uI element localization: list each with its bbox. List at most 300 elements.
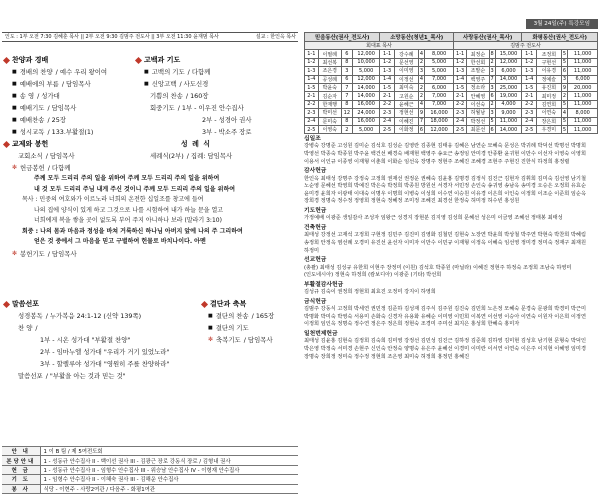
table-cell: 3 [490,67,494,74]
table-cell: 1-5 [522,83,537,91]
table-cell: 한선회 [467,58,489,66]
table-cell: 12,000 [352,75,380,83]
prayer-item [136,78,296,90]
table-cell: 2-5 [305,125,319,133]
table-cell: 2-2 [453,100,466,108]
info-value: 1 이 B 팀 / 제 5여전도회 [40,447,298,456]
table-cell: 2-1 [453,92,466,100]
table-cell: 9 [419,109,424,116]
item-value: / 담임목사 [45,152,75,160]
section-title: 고백과 기도 [144,56,181,64]
table-row [2,447,298,456]
item-value: / 165장 [251,312,275,320]
table-row [305,58,598,66]
table-cell: 문선영 [394,58,418,66]
info-table [2,446,298,494]
item-value: / 1부 - 이우진 안수집사 [177,104,244,112]
choir-line: 3부 - 할렐루야 성가대 "영원히 주를 찬양하라" [40,360,170,368]
item-label: 교회소식 [18,152,43,160]
offering-category: 선교헌금 [304,257,327,264]
table-cell: 박정선 [467,117,489,125]
item-label: 고백의 기도 [151,68,185,76]
table-cell: 1-4 [380,75,394,83]
table-cell: 2-4 [453,117,466,125]
item-label: 예배찬송 [19,116,45,124]
table-cell: 이화정 [394,125,418,133]
scripture-line: 나의 집에 양식이 있게 하고 그것으로 나를 시험하여 내가 하늘 문을 열고 [34,206,224,214]
star-icon: ✻ [12,249,18,257]
item-label: 성경봉독 [18,312,43,320]
table-cell: 6 [419,126,424,133]
table-cell: 14,000 [352,92,380,100]
table-cell: 2-5 [380,125,394,133]
table-cell: 6,000 [495,67,522,75]
table-cell: 8 [490,51,494,58]
service-times: 인도 : 1부 오전 7:30 김혜훈 목사 || 2부 오전 9:30 김범주 전도사 || 3부 오전 11:30 윤재범 목사 [5,34,219,40]
worship-title-row [4,54,150,66]
table-cell: 장은희 [536,117,561,125]
bullet-icon: ■ [12,117,17,123]
response-line: 얻은 것 중에서 그 마음을 믿고 구별하여 헌물로 바치나이다. 아멘 [34,238,206,245]
table-cell: 7,000 [425,92,454,100]
offering-category: 일천번제헌금 [304,330,338,337]
offering-category: 건축헌금 [304,224,327,231]
table-cell: 이유경 [536,67,561,75]
table-cell: 1-2 [380,58,394,66]
table-cell: 최문선 [467,125,489,133]
table-cell: 10,000 [352,58,380,66]
table-row [305,75,598,83]
table-cell: 7 [341,83,352,91]
diamond-icon [3,300,10,307]
table-cell: 12 [341,109,352,117]
prayer-item [136,90,296,102]
offering-list [304,134,598,361]
table-cell: 14,000 [495,125,522,133]
table-cell: 6 [562,67,567,74]
table-cell: 최정순 [467,50,489,58]
worship-order-column [2,14,298,493]
offering-names: 김범주 강동식 고정희 박세연 권민정 김준하 김성재 김주식 김주원 김진숙 김민희 노은정 모혜숙 문경숙 문광희 박경미 박근미 박명화 박미숙 박영숙 서용미 손화숙 신경자 유용화 유혜순 이미영 이민희 이복연 이선영 이승아 이연숙 이원자 이은희 이정연 이정희 임인옥 정명숙 정수연 정은주 정은희 정현숙 조경미 주미선 최지은 홍성희 한혜숙 홍미자 [304,306,586,328]
table-cell: 안혜영 [467,92,489,100]
table-cell: 조은경 [318,67,341,75]
prayer-title-row [136,54,296,66]
table-cell: 4 [419,51,424,58]
table-cell: 5,000 [425,58,454,66]
table-cell: 2 [341,125,352,133]
item-label: 결단의 찬송 [215,312,249,320]
table-cell: 2-3 [522,109,537,117]
table-cell: 2-3 [305,109,319,117]
offering-category: 십일조 [304,136,321,142]
table-cell: 8 [341,117,352,125]
table-cell: 6,000 [568,75,598,83]
table-cell: 2 [419,93,424,100]
table-cell: 최선복 [318,58,341,66]
table-cell: 김연희 [536,100,561,108]
table-cell: 8 [341,58,352,66]
table-cell: 4 [562,109,567,116]
info-value: 1 - 임형수 안수집사 II - 이혜숙 권사 III - 김해운 안수집사 [40,475,298,484]
table-cell: 2-1 [380,92,394,100]
table-cell: 문미숙 [318,117,341,125]
hymn-line: 내 것 모두 드리리 주님 내게 주신 것이니 주께 모두 드리리 주의 일을 위하여 [34,185,236,193]
item-value: / 160장 [185,92,209,100]
table-cell: 백영주 [467,75,489,83]
table-cell: 유진희 [536,83,561,91]
item-label: 축복기도 [216,336,241,344]
table-cell: 1-3 [380,67,394,75]
bullet-icon: ■ [12,93,17,99]
table-cell: 3 [419,67,424,74]
offering-item [4,150,296,162]
table-cell: 5 [562,118,567,125]
table-cell: 고원순 [394,92,418,100]
offering-names: 최태성 강정선 고재석 고정희 구현정 김민주 김진미 김영화 김철민 김현숙 노장연 박윤희 박상철 박주연 박현숙 박찬희 박혜림 송정희 안정옥 염선례 오경미 유진선 윤선자 이미자 이만수 이민규 이재형 이정옥 이혜숙 임선영 정미경 정미숙 정재구 최재원 하정미 [304,232,586,254]
offering-names: 최태성 김윤홍 김현숙 김정희 김숙희 김미영 강정선 김민성 김진근 김하정 김준희 김하영 김미현 김성호 남기현 문형숙 박덕인 박은영 박정숙 서미경 손현주 신인숙 안정숙 양명숙 유은주 윤혜선 이경미 이미란 이서연 이연숙 이은주 이지현 이혜영 임미경 장명숙 장희정 정미숙 정수정 정현희 조은영 최미숙 허정희 홍정민 홍혜진 [304,338,586,360]
offering-text [4,174,296,260]
table-cell: 16,000 [352,100,380,108]
item-value: / 담임목사 [243,336,273,344]
item-value: / 누가복음 24:1-12 (신약 139쪽) [45,312,142,320]
table-cell: 7 [419,118,424,125]
table-cell: 우경미 [536,125,561,133]
info-value: 1 - 성동규 안수집사 II - 임형수 안수집사 III - 위승남 안수집사 IV - 이형재 안수집사 [40,465,298,474]
word-title-row [4,298,204,310]
item-value: / 다함께 [47,164,71,172]
worship-item [4,102,150,114]
table-cell: 5,000 [352,67,380,75]
section-title: 찬양과 경배 [12,56,49,64]
prayer-extra: 2부 - 성경아 권사 [202,116,252,124]
offering-names: 한인옥 최태성 강명주 강정숙 고정희 권재선 권정운 권혜숙 김윤홍 김명경 김정식 김진근 김현자 김휘희 김미숙 김선영 남기철 노순영 문혜선 박영희 박예진 박은숙 박정희 박종원 방원선 서경자 서민정 손인숙 송귀영 송남옥 송미경 오승은 오정희 유효순 윤미경 윤희자 이광태 이대숙 이명우 이명희 이병숙 이성희 이수연 이승원 이유경 이은희 이인숙 이정희 이조순 이준희 임순옥 장희경 정명숙 정수정 정영희 정현숙 정혜정 조미정 조혜진 최경선 한정숙 허미정 허수빈 홍성원 [304,175,586,205]
table-cell: 3 [490,84,494,91]
word-item [4,322,204,334]
date-badge: 3월 24일(주) 특강모임 [526,19,598,29]
item-label: 세례식(2부) [150,152,184,160]
table-cell: 4 [419,76,424,83]
table-cell: 5 [562,59,567,66]
item-label: 신앙고백 [151,80,177,88]
offering-category: 기도헌금 [304,207,327,214]
word-section [4,298,204,382]
table-cell: 8 [341,100,352,108]
table-cell: 정현선 [394,109,418,117]
info-key: 헌 금 [2,465,40,474]
worship-item [4,78,150,90]
table-cell: 2 [419,59,424,66]
table-cell: 1-3 [453,67,466,75]
table-header-row [305,33,598,42]
table-cell: 11,000 [568,58,598,66]
table-cell: 1-1 [453,50,466,58]
table-cell: 14,000 [352,83,380,91]
item-label: 회중기도 [150,104,175,112]
table-cell: 5 [562,51,567,58]
table-row [305,83,598,91]
table-cell: 강수례 [394,50,418,58]
table-cell: 18,000 [425,117,454,125]
offering-prayer [4,248,296,260]
blessing-item [202,310,296,322]
worship-item [4,114,150,126]
table-cell: 1-1 [380,50,394,58]
response-line: 회중 : 나의 몸과 마음과 정성을 바쳐 거룩하신 하나님 아버지 앞에 나의 주 그리하여 [22,227,243,235]
item-label: 송 영 [19,92,35,100]
table-cell: 14,000 [495,75,522,83]
table-row [305,100,598,108]
table-cell: 11,000 [495,117,522,125]
table-cell: 1-5 [453,83,466,91]
prayer-extra: 3부 - 박소주 장로 [202,128,252,136]
table-cell: 7,000 [425,75,454,83]
table-cell: 최미정 [536,92,561,100]
offering-section [4,138,296,174]
table-cell: 3 [490,109,494,116]
table-cell: 윤혜근 [394,100,418,108]
table-cell: 9,000 [495,109,522,117]
table-cell: 2-1 [522,92,537,100]
info-key: 안 내 [2,447,40,456]
table-cell: 이필례 [318,50,341,58]
table-cell: 2-4 [522,117,537,125]
table-row [2,456,298,465]
table-cell: 2-1 [305,92,319,100]
table-cell: 조정희 [536,50,561,58]
table-row [305,117,598,125]
choir-line: 1부 - 시온 성가대 "부활절 찬양" [40,336,131,344]
table-cell: 1-3 [305,67,319,75]
table-subheader-row [305,42,598,50]
scripture-line: 목사 : 민중의 여호와가 이르노라 너희의 온전한 십일조를 창고에 들여 [22,196,204,203]
offering-names: (총괄) 최태성 김성규 유한희 이현주 장정미 (이원) 김석호 박종원 (마닐라) 이혜진 정현주 하정숙 조정희 조남숙 하영미 (인도네시아) 정현숙 하정희 (캄보디아) 이광준 (기타) 박선희 [304,264,572,279]
offering-names: 김성규 김숙이 권정희 정현희 최효진 오정미 강지이 하영희 [304,289,436,296]
table-cell: 한재행 [318,100,341,108]
table-cell: 9 [562,84,567,91]
item-label: 찬 양 [18,324,33,332]
table-cell: 2 [490,59,494,66]
table-cell: 이미영 [394,67,418,75]
table-cell: 허월남 [467,109,489,117]
table-cell: 1-5 [305,83,319,91]
table-row [2,465,298,474]
table-cell: 19,000 [495,92,522,100]
table-cell: 정예슬 [536,75,561,83]
table-cell: 김순자 [318,92,341,100]
item-label: 봉헌기도 [20,249,45,258]
table-cell: 6 [341,50,352,58]
table-cell: 7 [490,76,494,83]
table-cell: 3 [341,67,352,75]
table-cell: 1-5 [380,83,394,91]
table-cell: 11,000 [568,100,598,108]
table-row [305,67,598,75]
group-header: 믿음동산(권사_전도사) [305,33,380,42]
table-cell: 2-2 [380,100,394,108]
offering-names: 강병숙 강명준 고성원 김미순 김석호 김성순 김영란 김종현 김태웅 김혜은 남연순 모혜숙 문성은 박귀례 박덕선 박명선 박명희 박영선 박종숙 박종원 박주윤 백건선 배경숙 배재현 백영주 송요근 송정임 안미경 안종환 윤귀현 이만수 이선자 이영숙 이영희 이용서 이인규 이종영 이재형 이춘희 이화순 임선옥 장명주 정현주 조혜진 조혜경 조현주 주현진 진한식 하정희 홍정렬 [304,143,586,165]
sub-header: 김범주 전도사 [453,42,597,50]
table-row [2,475,298,484]
table-cell: 6,000 [425,83,454,91]
item-value: / 담임목사 [61,80,91,88]
table-row [305,125,598,133]
group-roster-table [304,32,598,134]
table-cell: 2-4 [305,117,319,125]
item-value: / 담임목사 [47,104,77,112]
section-title: 교제와 봉헌 [12,140,49,148]
table-cell: 조말순 [467,67,489,75]
table-cell: 이연숙 [536,109,561,117]
info-key: 본당안내 [2,456,40,465]
table-row [305,109,598,117]
table-cell: 2-3 [453,109,466,117]
table-cell: 2-3 [380,109,394,117]
item-label: 예배기도 [19,104,45,112]
table-cell: 25,000 [495,83,522,91]
table-cell: 3 [562,76,567,83]
table-row [305,50,598,58]
table-cell: 6 [490,93,494,100]
worship-item [4,126,150,138]
table-cell: 2 [562,93,567,100]
blessing-title-row [202,298,296,310]
star-icon: ✻ [208,336,214,343]
item-label: 경배의 찬양 [19,68,53,76]
table-cell: 1-1 [522,50,537,58]
table-cell: 공성례 [318,75,341,83]
table-cell: 8,000 [568,109,598,117]
table-cell: 2-2 [305,100,319,108]
item-value: / 25장 [47,116,66,124]
info-value: 1 - 성동규 안수집사 II - 백이선 권사 III - 김광근 장로 강동식 장로 / 김형내 권사 [40,456,298,465]
item-label: 성시교독 [19,128,45,136]
table-cell: 11,000 [568,50,598,58]
bullet-icon: ■ [144,69,149,75]
table-cell: 20,000 [568,83,598,91]
table-cell: 4,000 [495,100,522,108]
offering-category: 부활절감사헌금 [304,281,344,288]
sub-header: 회대표 목사 [305,42,454,50]
item-value: / 집례: 담임목사 [186,152,233,160]
table-cell: 5 [490,118,494,125]
diamond-icon [201,300,208,307]
table-cell: 12,000 [425,125,454,133]
bullet-icon: ■ [12,105,17,111]
item-value: / "부활을 아는 것과 믿는 것" [45,372,126,380]
table-cell: 8,000 [425,50,454,58]
table-cell: 1-4 [305,75,319,83]
preacher: 설교 : 한인옥 목사 [255,34,296,40]
blessing-item [202,322,296,334]
table-cell: 2-4 [380,117,394,125]
table-cell: 1-4 [453,75,466,83]
table-cell: 5,000 [352,125,380,133]
table-cell: 이혜진 [394,117,418,125]
table-cell: 4 [419,101,424,108]
table-cell: 1-2 [305,58,319,66]
table-cell: 구현선 [536,58,561,66]
table-cell: 최미숙 [394,83,418,91]
table-cell: 박윤숙 [318,83,341,91]
bullet-icon: ■ [208,325,213,331]
table-cell: 11,000 [568,125,598,133]
diamond-icon [3,56,10,63]
table-cell: 이정선 [394,75,418,83]
group-header: 소망동산(청년1_목사) [380,33,454,42]
item-value: / 예수 우리 왕이여 [55,68,108,76]
bullet-icon: ■ [12,129,17,135]
table-cell: 2 [419,84,424,91]
item-value: / 담임목사 [47,249,77,258]
item-label: 예배에의 부름 [19,80,59,88]
worship-section [4,54,150,138]
worship-item [4,66,150,78]
table-cell: 5 [562,126,567,133]
item-value: / 133.부활절(1) [47,128,94,136]
offering-item [4,162,296,174]
item-label: 기쁨의 찬송 [150,92,183,100]
blessing-item [202,334,296,346]
bullet-icon: ■ [144,81,149,87]
group-header: 화평동산(권사_전도사) [522,33,598,42]
table-cell: 16,000 [352,117,380,125]
bullet-icon: ■ [12,81,17,87]
bullet-icon: ■ [208,313,213,319]
prayer-item [136,66,296,78]
prayer-item [136,102,296,114]
scripture-line: 너희에게 복을 쌓을 곳이 없도록 부어 주지 아니하나 보라 (말라기 3:10) [34,217,222,224]
info-key: 봉 사 [2,484,40,493]
table-cell: 11,000 [568,117,598,125]
offering-category: 금식헌금 [304,298,327,305]
item-value: / 다함께 [187,68,211,76]
item-label: 말씀선포 [18,372,43,380]
table-cell: 24,000 [352,109,380,117]
choir-line: 2부 - 임마누엘 성가대 "우리가 거기 있었노라" [40,348,170,356]
section-title: 말씀선포 [12,300,40,308]
table-cell: 6 [490,126,494,133]
hymn-line: 주께 모두 드리리 주의 일을 위하여 주께 모두 드리리 주의 일을 위하여 [34,175,220,182]
table-row [305,92,598,100]
info-key: 기 도 [2,475,40,484]
table-cell: 7 [341,92,352,100]
table-cell: 11,000 [568,92,598,100]
table-cell: 1-2 [522,58,537,66]
table-cell: 1-2 [453,58,466,66]
diamond-icon [135,56,142,63]
table-cell: 5 [562,101,567,108]
star-icon: ✻ [12,164,18,171]
table-cell: 2-5 [453,125,466,133]
table-cell: 12,000 [495,58,522,66]
table-cell: 2 [490,101,494,108]
table-cell: 7,000 [425,100,454,108]
table-row [2,484,298,493]
table-cell: 15,000 [495,50,522,58]
table-cell: 2-2 [522,100,537,108]
table-cell: 12,000 [352,50,380,58]
sacrament-heading: 성 례 식 [180,140,212,148]
table-cell: 1-1 [305,50,319,58]
item-value: / [35,324,38,332]
report-column [304,14,598,484]
item-label: 결단의 기도 [215,324,249,332]
item-value: / 성가대 [37,92,60,100]
offering-title-row [4,138,296,150]
table-cell: 16,000 [425,109,454,117]
info-value: 식당 - 이현주 - 사랑2여관 / 다음주 - 화평1여관 [40,484,298,493]
word-item [4,310,204,322]
